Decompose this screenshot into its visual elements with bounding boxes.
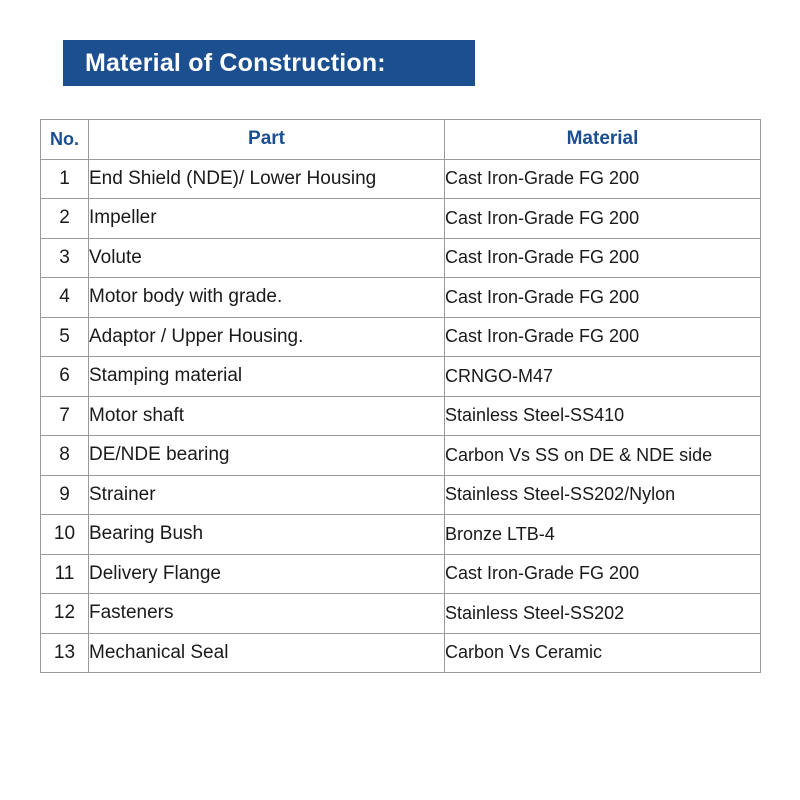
cell-material: Bronze LTB-4 — [445, 515, 761, 555]
cell-part: Motor shaft — [89, 396, 445, 436]
cell-no: 8 — [41, 436, 89, 476]
cell-no: 1 — [41, 159, 89, 199]
table-row — [41, 199, 761, 239]
cell-material: Cast Iron-Grade FG 200 — [445, 199, 761, 239]
cell-part: Mechanical Seal — [89, 633, 445, 673]
cell-no: 5 — [41, 317, 89, 357]
table-header-row — [41, 120, 761, 160]
table-row — [41, 357, 761, 397]
column-header-no: No. — [41, 120, 89, 160]
table-row — [41, 159, 761, 199]
cell-part: Stamping material — [89, 357, 445, 397]
cell-material: Cast Iron-Grade FG 200 — [445, 159, 761, 199]
cell-no: 10 — [41, 515, 89, 555]
cell-material: CRNGO-M47 — [445, 357, 761, 397]
cell-no: 9 — [41, 475, 89, 515]
cell-part: Fasteners — [89, 594, 445, 634]
cell-no: 6 — [41, 357, 89, 397]
table-row — [41, 317, 761, 357]
cell-material: Cast Iron-Grade FG 200 — [445, 278, 761, 318]
cell-material: Cast Iron-Grade FG 200 — [445, 238, 761, 278]
cell-material: Stainless Steel-SS202/Nylon — [445, 475, 761, 515]
table-row — [41, 278, 761, 318]
cell-part: Motor body with grade. — [89, 278, 445, 318]
cell-part: Volute — [89, 238, 445, 278]
table-row — [41, 633, 761, 673]
cell-part: DE/NDE bearing — [89, 436, 445, 476]
table-row — [41, 554, 761, 594]
table-body — [41, 159, 761, 673]
cell-part: Adaptor / Upper Housing. — [89, 317, 445, 357]
cell-part: End Shield (NDE)/ Lower Housing — [89, 159, 445, 199]
cell-material: Stainless Steel-SS202 — [445, 594, 761, 634]
table-header — [41, 120, 761, 160]
cell-no: 12 — [41, 594, 89, 634]
table-row — [41, 436, 761, 476]
column-header-part: Part — [89, 120, 445, 160]
cell-material: Cast Iron-Grade FG 200 — [445, 317, 761, 357]
cell-no: 7 — [41, 396, 89, 436]
cell-part: Impeller — [89, 199, 445, 239]
cell-no: 11 — [41, 554, 89, 594]
cell-part: Bearing Bush — [89, 515, 445, 555]
cell-material: Cast Iron-Grade FG 200 — [445, 554, 761, 594]
cell-no: 13 — [41, 633, 89, 673]
cell-material: Carbon Vs Ceramic — [445, 633, 761, 673]
table-row — [41, 475, 761, 515]
cell-no: 3 — [41, 238, 89, 278]
cell-material: Carbon Vs SS on DE & NDE side — [445, 436, 761, 476]
cell-no: 2 — [41, 199, 89, 239]
cell-no: 4 — [41, 278, 89, 318]
cell-part: Delivery Flange — [89, 554, 445, 594]
table-row — [41, 594, 761, 634]
column-header-material: Material — [445, 120, 761, 160]
material-of-construction-table-wrapper — [40, 119, 760, 673]
page-title: Material of Construction: — [85, 48, 386, 77]
table-row — [41, 396, 761, 436]
cell-material: Stainless Steel-SS410 — [445, 396, 761, 436]
table-row — [41, 238, 761, 278]
material-of-construction-table — [40, 119, 761, 673]
cell-part: Strainer — [89, 475, 445, 515]
table-row — [41, 515, 761, 555]
page-title-banner — [63, 40, 475, 86]
